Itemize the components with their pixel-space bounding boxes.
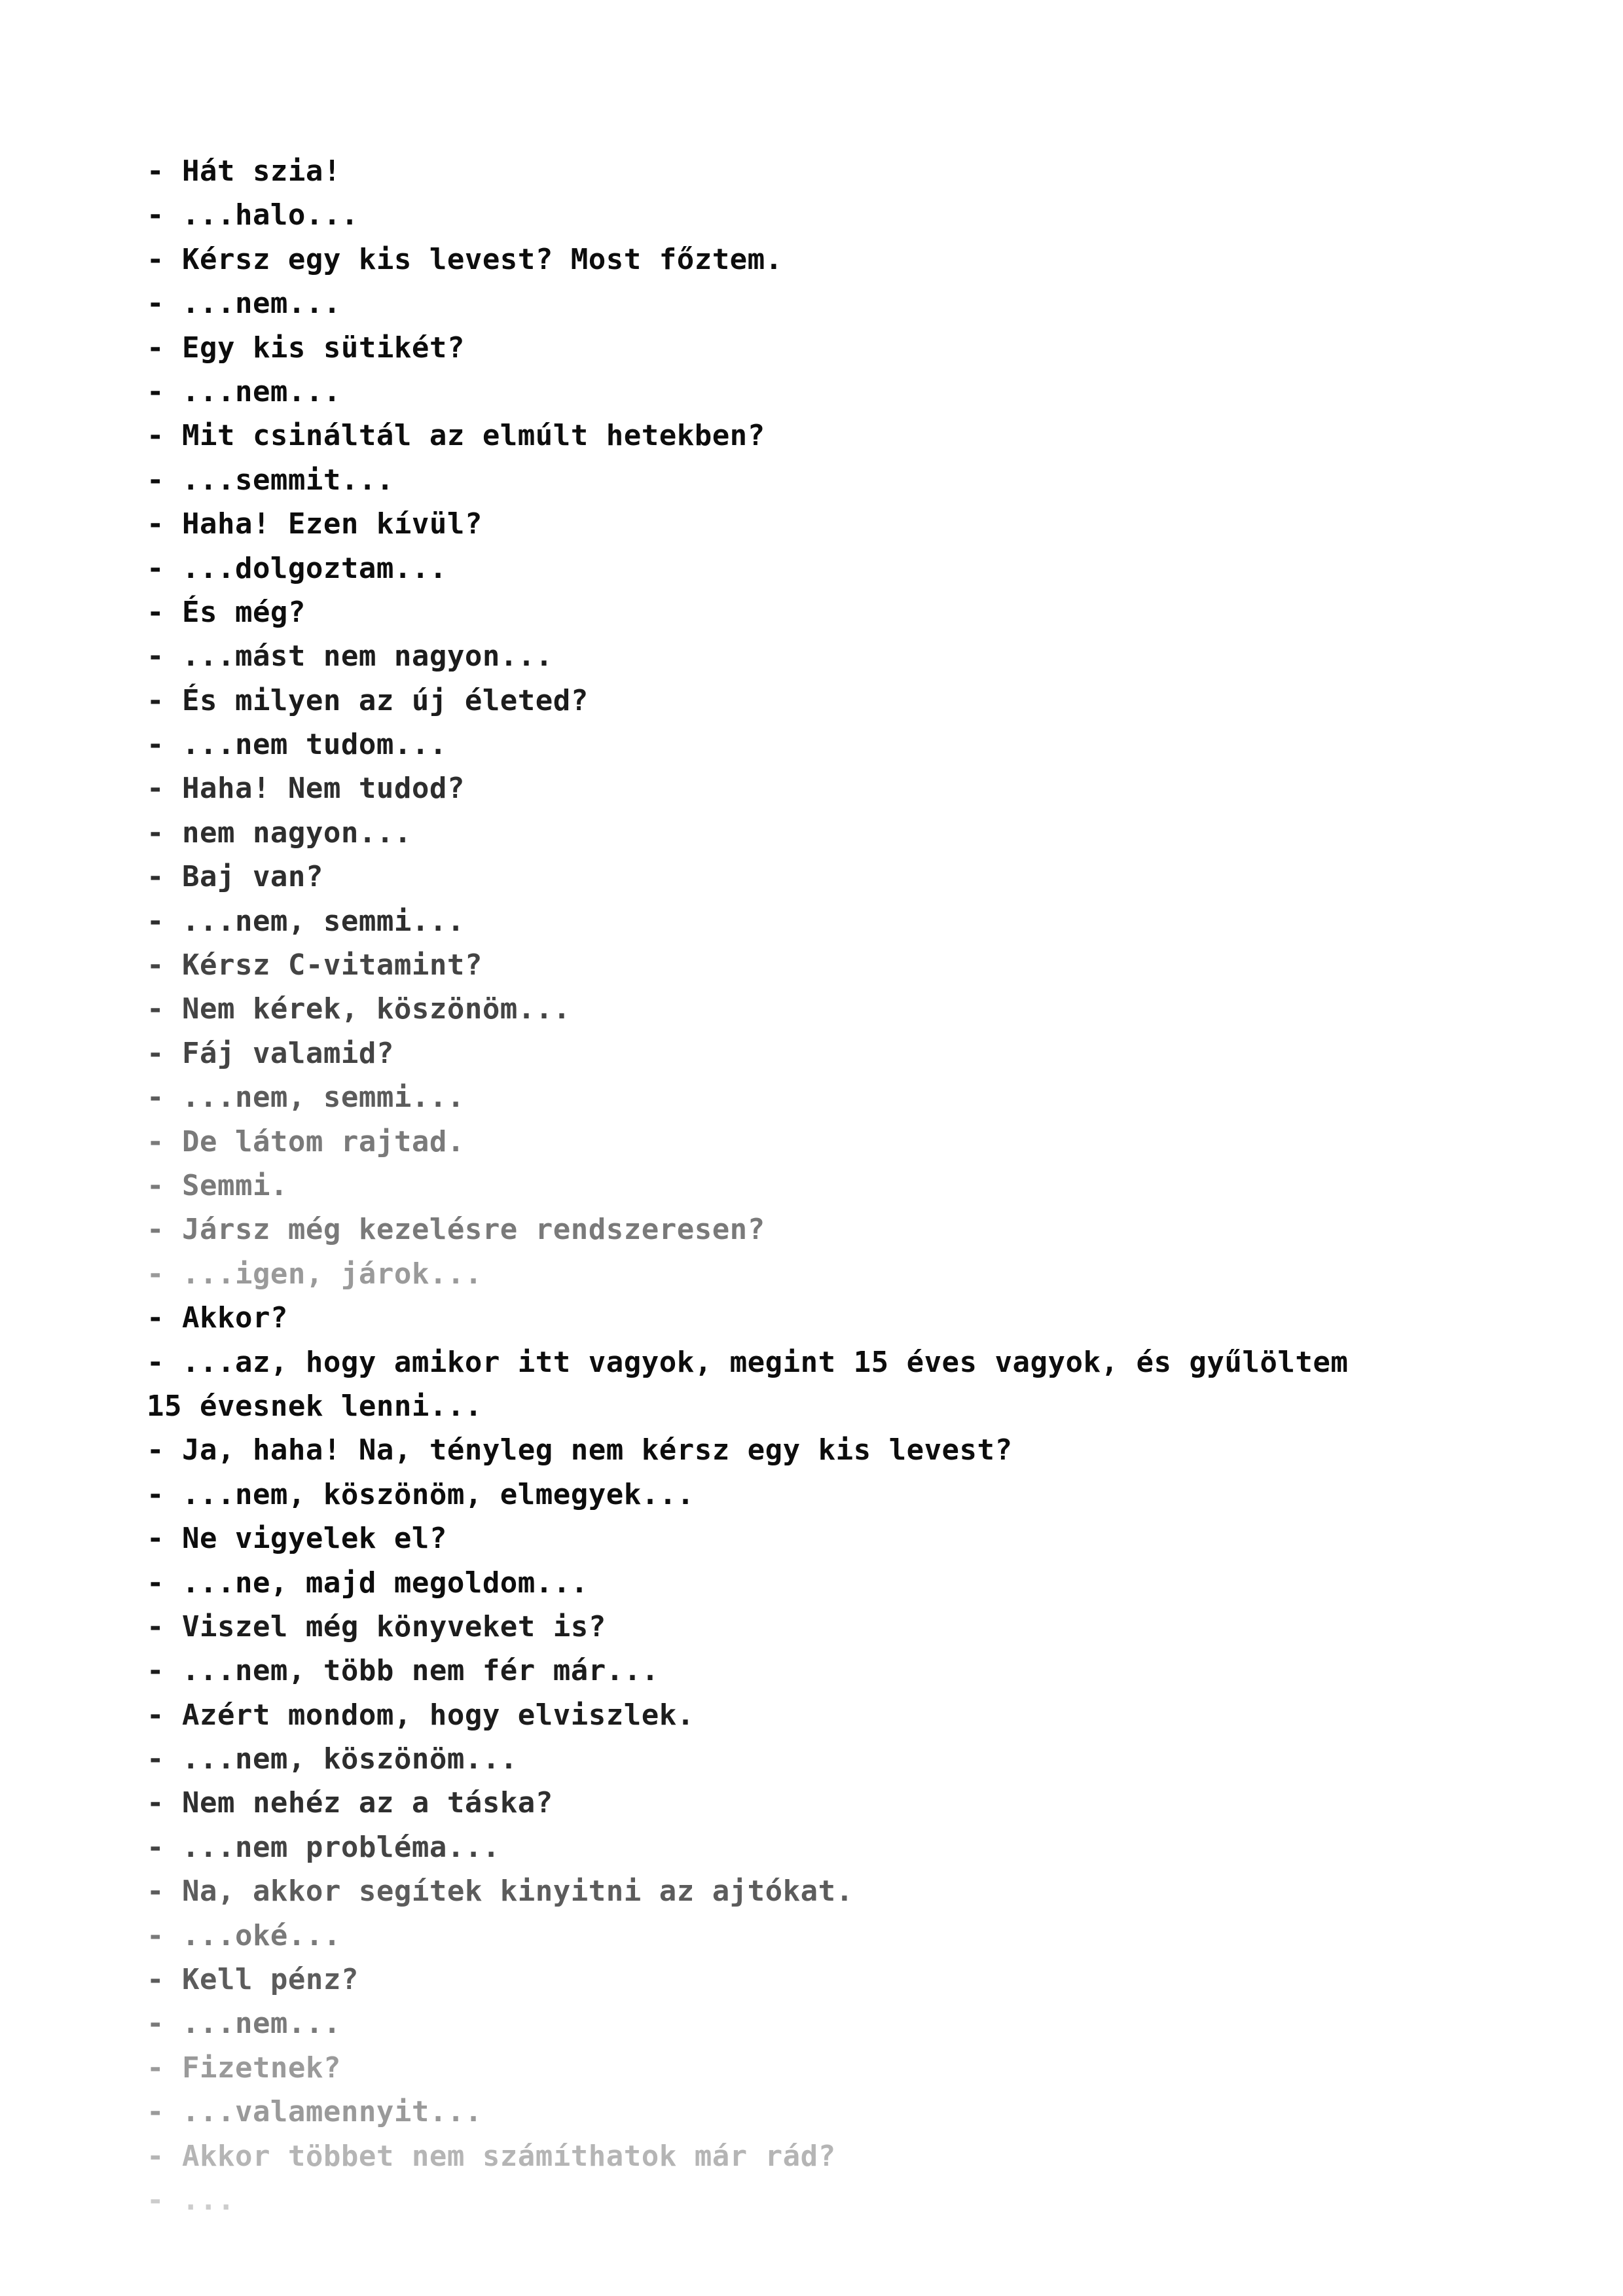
dialogue-line: - ...nem... [147,374,341,408]
dialogue-line: - ...az, hogy amikor itt vagyok, megint 15 éves vagyok, és gyűlöltem [147,1345,1349,1379]
dialogue-line: - Haha! Nem tudod? [147,772,465,806]
dialogue-line: - ... [147,2183,235,2217]
dialogue-line: - És még? [147,595,306,629]
dialogue-line: - Fizetnek? [147,2051,341,2085]
dialogue-line: - ...halo... [147,198,359,232]
dialogue-line: - ...nem, semmi... [147,904,465,938]
dialogue-line: - Hát szia! [147,154,341,188]
dialogue-line: - Nem kérek, köszönöm... [147,992,571,1026]
dialogue-line: 15 évesnek lenni... [147,1389,483,1423]
dialogue-line: - ...ne, majd megoldom... [147,1566,589,1600]
dialogue-line: - ...nem probléma... [147,1830,500,1864]
dialogue-line: - És milyen az új életed? [147,683,589,717]
dialogue-line: - Haha! Ezen kívül? [147,507,483,541]
dialogue-line: - ...mást nem nagyon... [147,639,553,673]
dialogue-line: - ...nem tudom... [147,728,447,762]
dialogue-line: - ...nem, semmi... [147,1081,465,1115]
dialogue-line: - Viszel még könyveket is? [147,1609,606,1643]
dialogue-line: - Kell pénz? [147,1963,359,1997]
dialogue-line: - ...nem, több nem fér már... [147,1654,659,1688]
dialogue-line: - Akkor? [147,1301,288,1335]
dialogue-line: - Egy kis sütikét? [147,331,465,365]
dialogue-line: - Akkor többet nem számíthatok már rád? [147,2139,836,2173]
dialogue-line: - Na, akkor segítek kinyitni az ajtókat. [147,1874,854,1909]
dialogue-line: - Fáj valamid? [147,1036,394,1070]
dialogue-line: - Kérsz egy kis levest? Most főztem. [147,242,783,276]
dialogue-line: - nem nagyon... [147,816,412,850]
dialogue-line: - ...nem, köszönöm... [147,1742,518,1776]
dialogue-line: - Mit csináltál az elmúlt hetekben? [147,419,765,453]
dialogue-line: - Semmi. [147,1168,288,1202]
dialogue-line: - ...nem... [147,2007,341,2041]
dialogue-line: - ...dolgoztam... [147,551,447,585]
dialogue-line: - ...nem... [147,287,341,321]
dialogue-text [147,149,1522,2222]
dialogue-line: - ...oké... [147,1918,341,1952]
dialogue-line: - Jársz még kezelésre rendszeresen? [147,1213,765,1247]
dialogue-line: - Ne vigyelek el? [147,1522,447,1556]
dialogue-line: - ...valamennyit... [147,2095,483,2129]
dialogue-line: - Azért mondom, hogy elviszlek. [147,1698,695,1732]
dialogue-line: - ...igen, járok... [147,1257,483,1291]
dialogue-line: - ...nem, köszönöm, elmegyek... [147,1477,695,1511]
dialogue-line: - ...semmit... [147,463,394,497]
dialogue-line: - Baj van? [147,860,323,894]
dialogue-line: - Nem nehéz az a táska? [147,1786,553,1820]
dialogue-line: - Kérsz C-vitamint? [147,948,483,982]
dialogue-line: - Ja, haha! Na, tényleg nem kérsz egy kis levest? [147,1433,1013,1467]
dialogue-line: - De látom rajtad. [147,1124,465,1158]
